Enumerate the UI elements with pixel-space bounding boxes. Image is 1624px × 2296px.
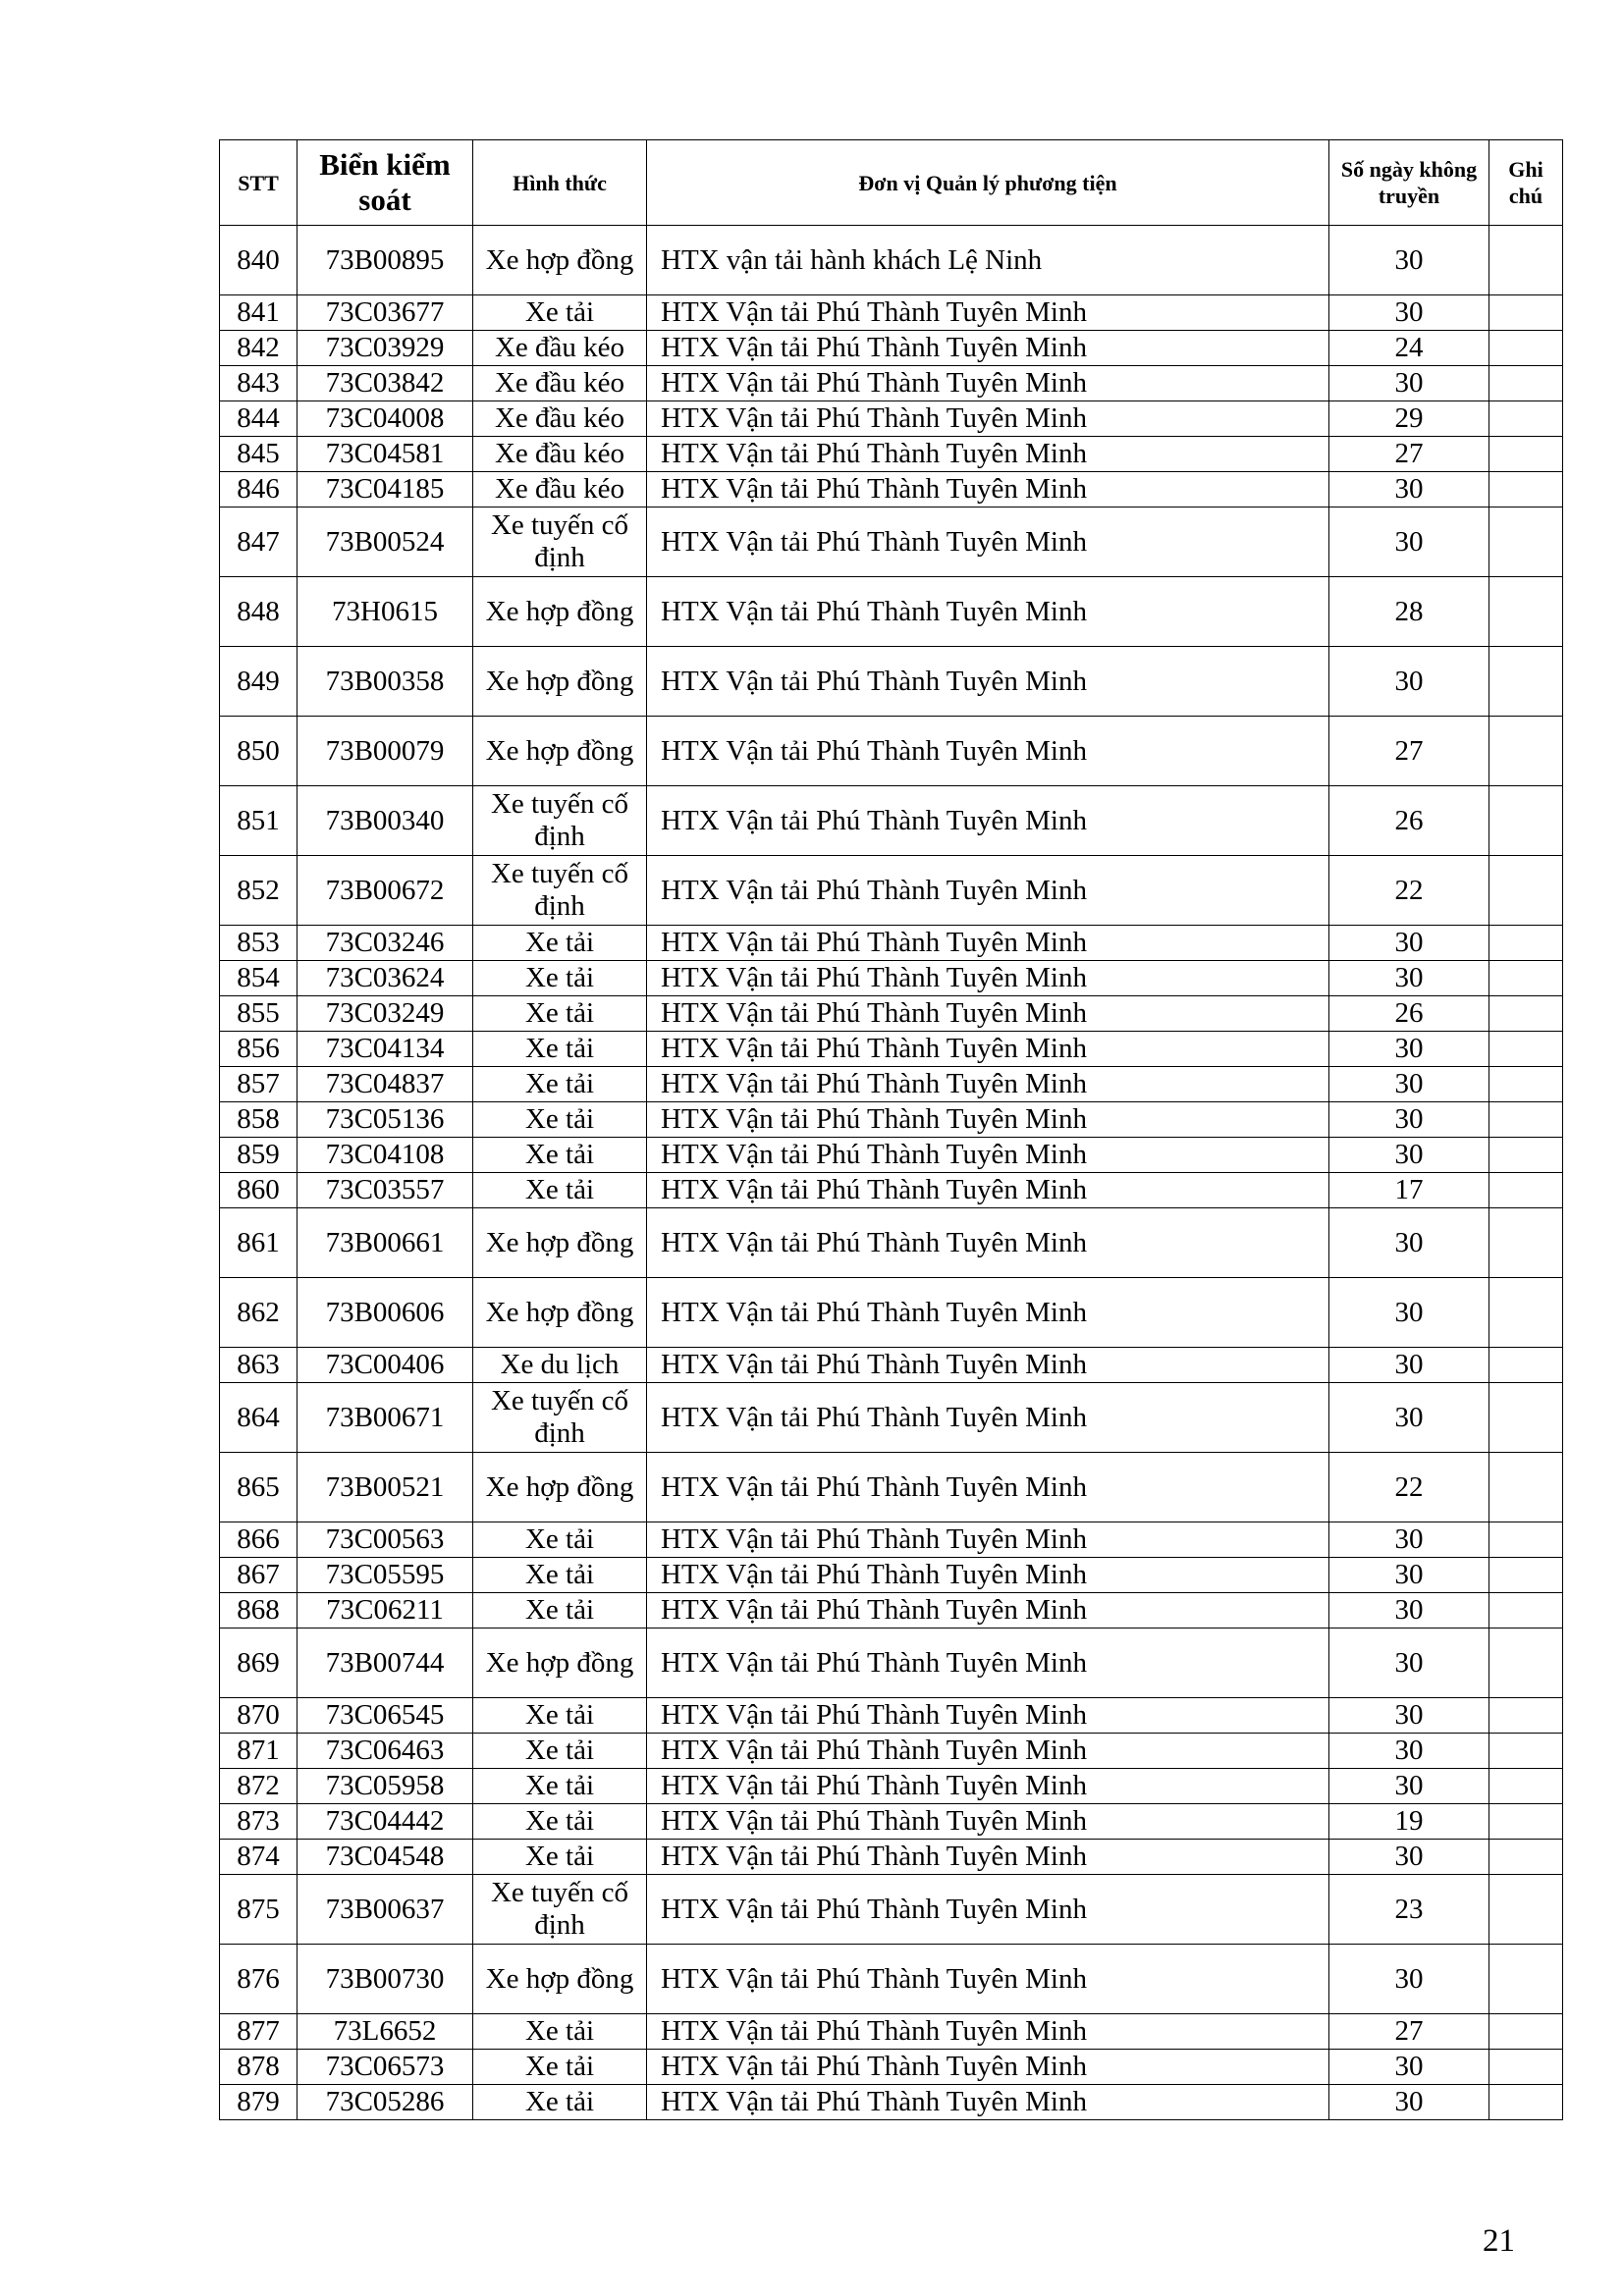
cell-plate: 73C04837 [298, 1067, 473, 1102]
cell-stt: 859 [220, 1138, 298, 1173]
cell-plate: 73C05958 [298, 1769, 473, 1804]
cell-plate: 73C05136 [298, 1102, 473, 1138]
table-row [220, 1558, 1563, 1593]
cell-type: Xe hợp đồng [473, 1945, 647, 2014]
cell-stt: 871 [220, 1734, 298, 1769]
cell-days: 30 [1329, 961, 1489, 996]
cell-unit: HTX Vận tải Phú Thành Tuyên Minh [647, 1173, 1329, 1208]
cell-plate: 73H0615 [298, 577, 473, 647]
cell-note [1489, 1804, 1563, 1840]
cell-plate: 73C06463 [298, 1734, 473, 1769]
cell-stt: 864 [220, 1383, 298, 1453]
cell-unit: HTX Vận tải Phú Thành Tuyên Minh [647, 1875, 1329, 1945]
cell-note [1489, 996, 1563, 1032]
cell-unit: HTX Vận tải Phú Thành Tuyên Minh [647, 856, 1329, 926]
cell-stt: 870 [220, 1698, 298, 1734]
cell-stt: 862 [220, 1278, 298, 1348]
cell-unit: HTX Vận tải Phú Thành Tuyên Minh [647, 295, 1329, 331]
cell-plate: 73B00340 [298, 786, 473, 856]
cell-days: 30 [1329, 1558, 1489, 1593]
cell-plate: 73B00730 [298, 1945, 473, 2014]
cell-type: Xe tải [473, 1173, 647, 1208]
cell-unit: HTX Vận tải Phú Thành Tuyên Minh [647, 1278, 1329, 1348]
cell-type: Xe tuyến cố định [473, 507, 647, 577]
cell-plate: 73B00637 [298, 1875, 473, 1945]
table-row [220, 1173, 1563, 1208]
cell-plate: 73C05595 [298, 1558, 473, 1593]
table-row [220, 507, 1563, 577]
cell-plate: 73C04108 [298, 1138, 473, 1173]
table-row [220, 2014, 1563, 2050]
cell-type: Xe hợp đồng [473, 1453, 647, 1522]
cell-unit: HTX vận tải hành khách Lệ Ninh [647, 226, 1329, 295]
cell-note [1489, 2014, 1563, 2050]
cell-unit: HTX Vận tải Phú Thành Tuyên Minh [647, 1453, 1329, 1522]
table-row [220, 577, 1563, 647]
cell-stt: 874 [220, 1840, 298, 1875]
cell-days: 23 [1329, 1875, 1489, 1945]
cell-days: 19 [1329, 1804, 1489, 1840]
cell-type: Xe tải [473, 1067, 647, 1102]
cell-type: Xe hợp đồng [473, 577, 647, 647]
table-row [220, 996, 1563, 1032]
cell-type: Xe đầu kéo [473, 401, 647, 437]
cell-note [1489, 472, 1563, 507]
cell-unit: HTX Vận tải Phú Thành Tuyên Minh [647, 926, 1329, 961]
cell-note [1489, 786, 1563, 856]
cell-days: 30 [1329, 1522, 1489, 1558]
cell-type: Xe tải [473, 2085, 647, 2120]
cell-note [1489, 226, 1563, 295]
table-row [220, 472, 1563, 507]
cell-days: 30 [1329, 226, 1489, 295]
table-row [220, 1769, 1563, 1804]
cell-stt: 868 [220, 1593, 298, 1629]
table-row [220, 226, 1563, 295]
cell-stt: 872 [220, 1769, 298, 1804]
cell-stt: 877 [220, 2014, 298, 2050]
cell-days: 27 [1329, 437, 1489, 472]
cell-note [1489, 366, 1563, 401]
cell-note [1489, 1769, 1563, 1804]
cell-unit: HTX Vận tải Phú Thành Tuyên Minh [647, 717, 1329, 786]
cell-days: 30 [1329, 1840, 1489, 1875]
table-row [220, 1875, 1563, 1945]
cell-note [1489, 437, 1563, 472]
cell-type: Xe hợp đồng [473, 1278, 647, 1348]
cell-days: 24 [1329, 331, 1489, 366]
cell-plate: 73C03624 [298, 961, 473, 996]
cell-days: 30 [1329, 647, 1489, 717]
cell-unit: HTX Vận tải Phú Thành Tuyên Minh [647, 1558, 1329, 1593]
cell-unit: HTX Vận tải Phú Thành Tuyên Minh [647, 1734, 1329, 1769]
cell-plate: 73C03929 [298, 331, 473, 366]
cell-stt: 861 [220, 1208, 298, 1278]
cell-stt: 841 [220, 295, 298, 331]
table-row [220, 1734, 1563, 1769]
cell-plate: 73C06573 [298, 2050, 473, 2085]
cell-days: 30 [1329, 1734, 1489, 1769]
cell-type: Xe đầu kéo [473, 366, 647, 401]
cell-stt: 847 [220, 507, 298, 577]
cell-days: 30 [1329, 507, 1489, 577]
cell-note [1489, 1629, 1563, 1698]
cell-stt: 860 [220, 1173, 298, 1208]
cell-days: 29 [1329, 401, 1489, 437]
cell-note [1489, 1173, 1563, 1208]
cell-stt: 851 [220, 786, 298, 856]
cell-type: Xe tuyến cố định [473, 1383, 647, 1453]
cell-unit: HTX Vận tải Phú Thành Tuyên Minh [647, 1698, 1329, 1734]
cell-note [1489, 717, 1563, 786]
cell-type: Xe hợp đồng [473, 226, 647, 295]
cell-days: 30 [1329, 1383, 1489, 1453]
header-days: Số ngày không truyền [1329, 140, 1489, 226]
cell-unit: HTX Vận tải Phú Thành Tuyên Minh [647, 472, 1329, 507]
cell-days: 30 [1329, 926, 1489, 961]
cell-unit: HTX Vận tải Phú Thành Tuyên Minh [647, 577, 1329, 647]
table-row [220, 401, 1563, 437]
table-row [220, 1453, 1563, 1522]
cell-stt: 846 [220, 472, 298, 507]
table-row [220, 437, 1563, 472]
cell-unit: HTX Vận tải Phú Thành Tuyên Minh [647, 1138, 1329, 1173]
cell-type: Xe tải [473, 1522, 647, 1558]
cell-note [1489, 961, 1563, 996]
table-row [220, 1383, 1563, 1453]
cell-type: Xe tải [473, 1558, 647, 1593]
table-row [220, 1208, 1563, 1278]
cell-note [1489, 647, 1563, 717]
cell-note [1489, 1945, 1563, 2014]
table-row [220, 295, 1563, 331]
table-header [220, 140, 1563, 226]
cell-plate: 73C00406 [298, 1348, 473, 1383]
cell-unit: HTX Vận tải Phú Thành Tuyên Minh [647, 1348, 1329, 1383]
cell-note [1489, 856, 1563, 926]
cell-stt: 866 [220, 1522, 298, 1558]
cell-plate: 73B00744 [298, 1629, 473, 1698]
table-row [220, 1032, 1563, 1067]
cell-note [1489, 1138, 1563, 1173]
table-row [220, 2050, 1563, 2085]
cell-days: 30 [1329, 1278, 1489, 1348]
header-type: Hình thức [473, 140, 647, 226]
cell-days: 30 [1329, 1769, 1489, 1804]
cell-days: 30 [1329, 1208, 1489, 1278]
cell-stt: 849 [220, 647, 298, 717]
cell-days: 27 [1329, 2014, 1489, 2050]
cell-stt: 879 [220, 2085, 298, 2120]
cell-stt: 853 [220, 926, 298, 961]
cell-stt: 854 [220, 961, 298, 996]
cell-unit: HTX Vận tải Phú Thành Tuyên Minh [647, 437, 1329, 472]
cell-type: Xe tải [473, 996, 647, 1032]
cell-type: Xe tải [473, 1102, 647, 1138]
cell-plate: 73B00672 [298, 856, 473, 926]
cell-plate: 73L6652 [298, 2014, 473, 2050]
cell-days: 30 [1329, 2050, 1489, 2085]
cell-plate: 73C04008 [298, 401, 473, 437]
cell-stt: 850 [220, 717, 298, 786]
cell-plate: 73C03677 [298, 295, 473, 331]
cell-stt: 858 [220, 1102, 298, 1138]
cell-type: Xe tuyến cố định [473, 786, 647, 856]
cell-stt: 844 [220, 401, 298, 437]
table-row [220, 856, 1563, 926]
cell-type: Xe đầu kéo [473, 437, 647, 472]
cell-days: 17 [1329, 1173, 1489, 1208]
cell-stt: 865 [220, 1453, 298, 1522]
cell-days: 22 [1329, 1453, 1489, 1522]
cell-type: Xe tải [473, 1769, 647, 1804]
cell-note [1489, 1875, 1563, 1945]
cell-unit: HTX Vận tải Phú Thành Tuyên Minh [647, 1067, 1329, 1102]
cell-note [1489, 1698, 1563, 1734]
cell-plate: 73B00661 [298, 1208, 473, 1278]
cell-type: Xe tuyến cố định [473, 1875, 647, 1945]
cell-note [1489, 1383, 1563, 1453]
table-row [220, 1348, 1563, 1383]
cell-stt: 873 [220, 1804, 298, 1840]
table-row [220, 366, 1563, 401]
cell-days: 30 [1329, 1067, 1489, 1102]
cell-stt: 842 [220, 331, 298, 366]
cell-unit: HTX Vận tải Phú Thành Tuyên Minh [647, 1032, 1329, 1067]
cell-type: Xe đầu kéo [473, 472, 647, 507]
cell-type: Xe tải [473, 1698, 647, 1734]
cell-plate: 73C03246 [298, 926, 473, 961]
cell-days: 28 [1329, 577, 1489, 647]
cell-days: 30 [1329, 472, 1489, 507]
cell-unit: HTX Vận tải Phú Thành Tuyên Minh [647, 647, 1329, 717]
table-row [220, 1804, 1563, 1840]
cell-type: Xe tải [473, 2014, 647, 2050]
table-row [220, 1138, 1563, 1173]
cell-days: 30 [1329, 1102, 1489, 1138]
cell-unit: HTX Vận tải Phú Thành Tuyên Minh [647, 366, 1329, 401]
cell-plate: 73C03557 [298, 1173, 473, 1208]
cell-days: 30 [1329, 1629, 1489, 1698]
cell-type: Xe tải [473, 1734, 647, 1769]
cell-unit: HTX Vận tải Phú Thành Tuyên Minh [647, 1769, 1329, 1804]
table-row [220, 1102, 1563, 1138]
cell-days: 22 [1329, 856, 1489, 926]
cell-note [1489, 1208, 1563, 1278]
cell-unit: HTX Vận tải Phú Thành Tuyên Minh [647, 1840, 1329, 1875]
cell-type: Xe tải [473, 1840, 647, 1875]
table-row [220, 331, 1563, 366]
cell-unit: HTX Vận tải Phú Thành Tuyên Minh [647, 2014, 1329, 2050]
cell-type: Xe tải [473, 1804, 647, 1840]
table-row [220, 1067, 1563, 1102]
cell-type: Xe tải [473, 1593, 647, 1629]
cell-plate: 73C06211 [298, 1593, 473, 1629]
cell-note [1489, 2050, 1563, 2085]
cell-days: 26 [1329, 996, 1489, 1032]
table-row [220, 1278, 1563, 1348]
cell-note [1489, 401, 1563, 437]
cell-type: Xe đầu kéo [473, 331, 647, 366]
cell-note [1489, 1593, 1563, 1629]
cell-note [1489, 926, 1563, 961]
cell-plate: 73C00563 [298, 1522, 473, 1558]
cell-type: Xe hợp đồng [473, 647, 647, 717]
cell-days: 30 [1329, 1945, 1489, 2014]
table-row [220, 2085, 1563, 2120]
cell-note [1489, 1558, 1563, 1593]
cell-type: Xe hợp đồng [473, 1629, 647, 1698]
cell-note [1489, 1522, 1563, 1558]
cell-note [1489, 1348, 1563, 1383]
cell-days: 30 [1329, 1032, 1489, 1067]
page-number: 21 [1483, 2223, 1515, 2259]
cell-stt: 863 [220, 1348, 298, 1383]
vehicle-table [219, 139, 1563, 2120]
cell-stt: 845 [220, 437, 298, 472]
cell-note [1489, 295, 1563, 331]
cell-unit: HTX Vận tải Phú Thành Tuyên Minh [647, 507, 1329, 577]
cell-days: 30 [1329, 2085, 1489, 2120]
table-row [220, 1593, 1563, 1629]
cell-stt: 869 [220, 1629, 298, 1698]
cell-plate: 73B00079 [298, 717, 473, 786]
cell-note [1489, 2085, 1563, 2120]
cell-plate: 73C04442 [298, 1804, 473, 1840]
cell-plate: 73B00895 [298, 226, 473, 295]
cell-unit: HTX Vận tải Phú Thành Tuyên Minh [647, 786, 1329, 856]
cell-unit: HTX Vận tải Phú Thành Tuyên Minh [647, 331, 1329, 366]
cell-plate: 73B00358 [298, 647, 473, 717]
cell-plate: 73B00606 [298, 1278, 473, 1348]
cell-note [1489, 507, 1563, 577]
table-body [220, 226, 1563, 2120]
cell-type: Xe du lịch [473, 1348, 647, 1383]
cell-stt: 878 [220, 2050, 298, 2085]
cell-plate: 73B00521 [298, 1453, 473, 1522]
cell-unit: HTX Vận tải Phú Thành Tuyên Minh [647, 1945, 1329, 2014]
cell-days: 30 [1329, 1593, 1489, 1629]
cell-plate: 73C04581 [298, 437, 473, 472]
cell-days: 30 [1329, 1138, 1489, 1173]
cell-type: Xe tuyến cố định [473, 856, 647, 926]
cell-stt: 855 [220, 996, 298, 1032]
cell-plate: 73C05286 [298, 2085, 473, 2120]
cell-unit: HTX Vận tải Phú Thành Tuyên Minh [647, 1102, 1329, 1138]
cell-plate: 73C03842 [298, 366, 473, 401]
cell-note [1489, 1840, 1563, 1875]
cell-unit: HTX Vận tải Phú Thành Tuyên Minh [647, 996, 1329, 1032]
cell-note [1489, 1067, 1563, 1102]
cell-unit: HTX Vận tải Phú Thành Tuyên Minh [647, 401, 1329, 437]
cell-type: Xe tải [473, 2050, 647, 2085]
cell-days: 27 [1329, 717, 1489, 786]
cell-unit: HTX Vận tải Phú Thành Tuyên Minh [647, 2085, 1329, 2120]
cell-type: Xe tải [473, 1032, 647, 1067]
cell-days: 30 [1329, 295, 1489, 331]
table-row [220, 926, 1563, 961]
cell-note [1489, 1278, 1563, 1348]
cell-stt: 856 [220, 1032, 298, 1067]
cell-days: 30 [1329, 1348, 1489, 1383]
cell-unit: HTX Vận tải Phú Thành Tuyên Minh [647, 2050, 1329, 2085]
cell-type: Xe tải [473, 926, 647, 961]
cell-days: 26 [1329, 786, 1489, 856]
header-plate: Biển kiểm soát [298, 140, 473, 226]
cell-plate: 73C06545 [298, 1698, 473, 1734]
cell-unit: HTX Vận tải Phú Thành Tuyên Minh [647, 1522, 1329, 1558]
table-row [220, 647, 1563, 717]
cell-plate: 73C04185 [298, 472, 473, 507]
cell-plate: 73C04134 [298, 1032, 473, 1067]
cell-type: Xe tải [473, 295, 647, 331]
header-stt: STT [220, 140, 298, 226]
header-note: Ghi chú [1489, 140, 1563, 226]
table-row [220, 1698, 1563, 1734]
table-row [220, 1945, 1563, 2014]
cell-stt: 857 [220, 1067, 298, 1102]
cell-stt: 876 [220, 1945, 298, 2014]
cell-unit: HTX Vận tải Phú Thành Tuyên Minh [647, 961, 1329, 996]
cell-plate: 73B00524 [298, 507, 473, 577]
cell-note [1489, 577, 1563, 647]
cell-unit: HTX Vận tải Phú Thành Tuyên Minh [647, 1383, 1329, 1453]
cell-note [1489, 331, 1563, 366]
header-unit: Đơn vị Quản lý phương tiện [647, 140, 1329, 226]
cell-unit: HTX Vận tải Phú Thành Tuyên Minh [647, 1804, 1329, 1840]
cell-plate: 73C03249 [298, 996, 473, 1032]
cell-note [1489, 1032, 1563, 1067]
cell-type: Xe hợp đồng [473, 717, 647, 786]
cell-stt: 867 [220, 1558, 298, 1593]
cell-note [1489, 1453, 1563, 1522]
cell-stt: 875 [220, 1875, 298, 1945]
cell-plate: 73C04548 [298, 1840, 473, 1875]
cell-note [1489, 1734, 1563, 1769]
cell-stt: 848 [220, 577, 298, 647]
cell-days: 30 [1329, 366, 1489, 401]
cell-plate: 73B00671 [298, 1383, 473, 1453]
cell-note [1489, 1102, 1563, 1138]
cell-type: Xe tải [473, 961, 647, 996]
table-row [220, 717, 1563, 786]
table-row [220, 1522, 1563, 1558]
cell-stt: 840 [220, 226, 298, 295]
cell-stt: 852 [220, 856, 298, 926]
cell-type: Xe hợp đồng [473, 1208, 647, 1278]
cell-unit: HTX Vận tải Phú Thành Tuyên Minh [647, 1593, 1329, 1629]
cell-type: Xe tải [473, 1138, 647, 1173]
table-row [220, 786, 1563, 856]
table-row [220, 1629, 1563, 1698]
cell-unit: HTX Vận tải Phú Thành Tuyên Minh [647, 1629, 1329, 1698]
cell-days: 30 [1329, 1698, 1489, 1734]
cell-unit: HTX Vận tải Phú Thành Tuyên Minh [647, 1208, 1329, 1278]
cell-stt: 843 [220, 366, 298, 401]
table-row [220, 1840, 1563, 1875]
table-row [220, 961, 1563, 996]
